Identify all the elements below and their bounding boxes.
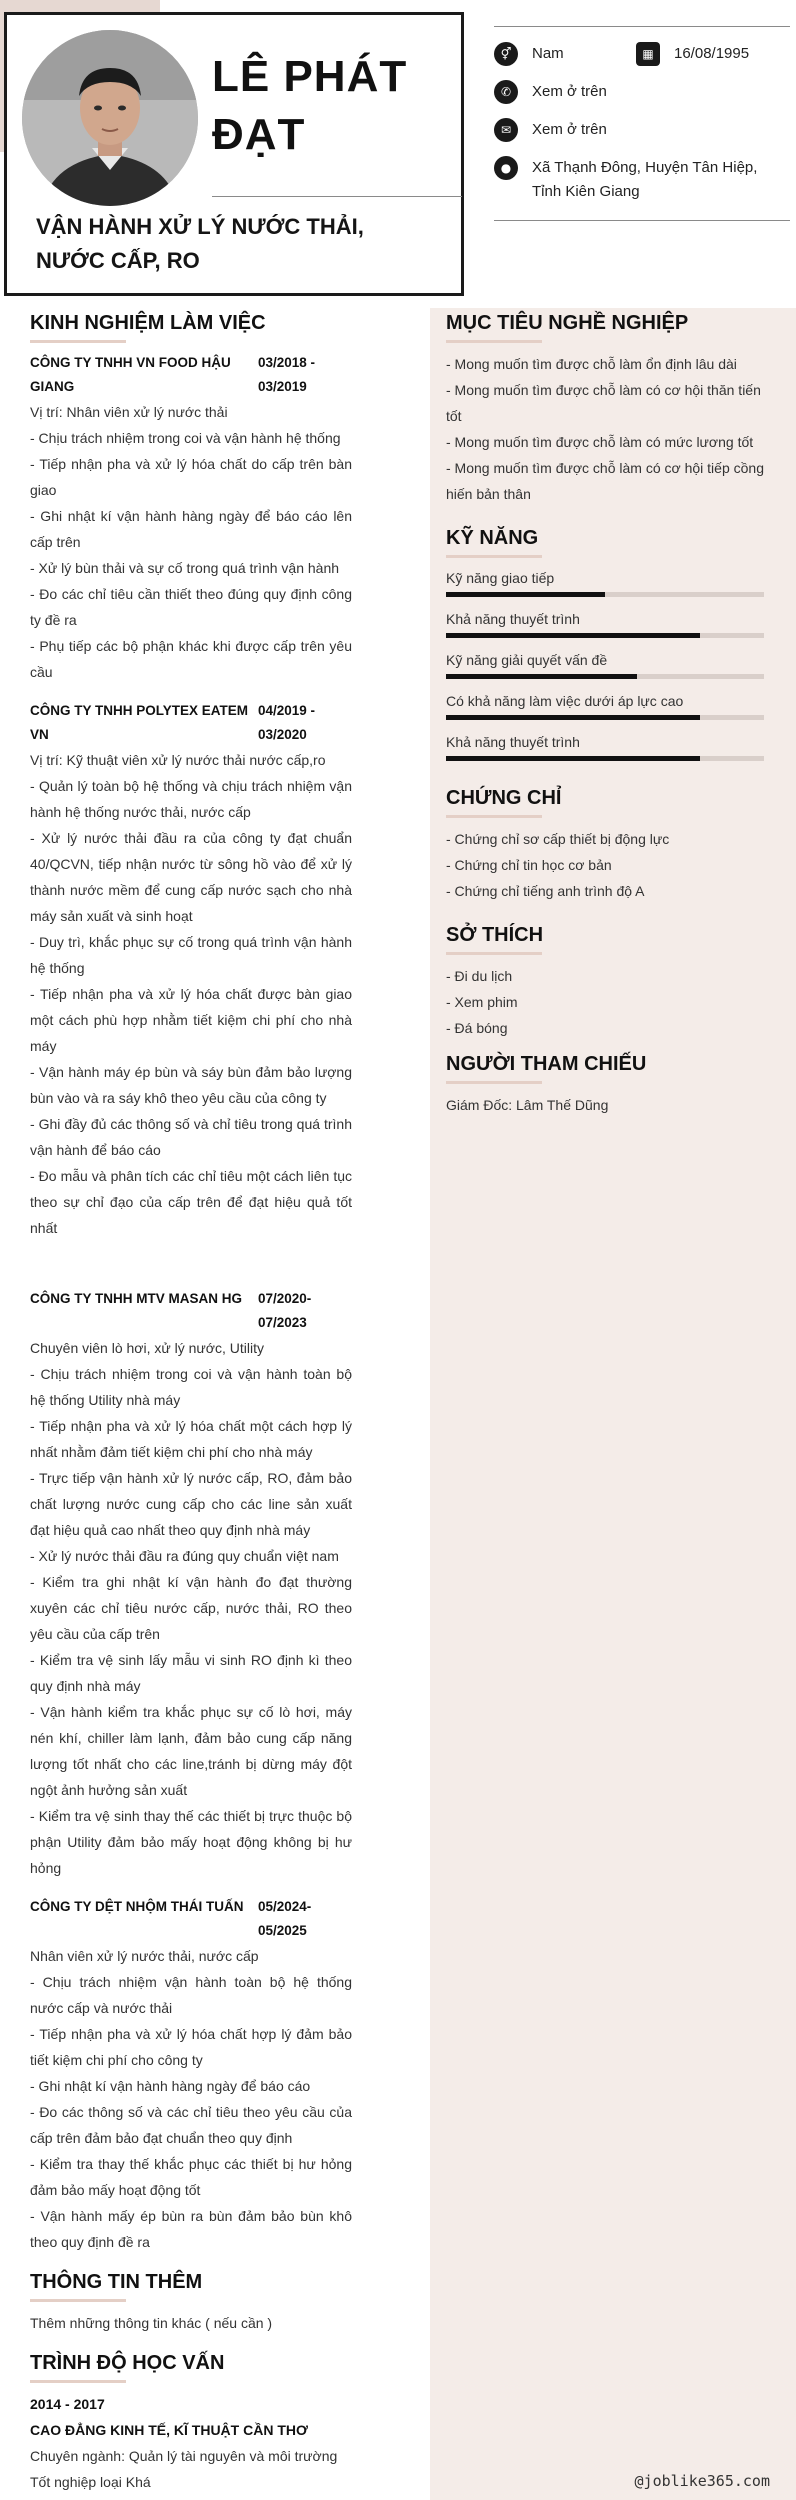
objective-underline [446,340,542,343]
skill-bar-fill [446,592,605,597]
hobby-item: - Xem phim [446,994,518,1010]
education-major: Chuyên ngành: Quản lý tài nguyên và môi trường [30,2448,338,2464]
skill-name: Kỹ năng giải quyết vấn đề [446,652,608,668]
name-divider [212,196,462,197]
extra-info-underline [30,2299,126,2302]
job-line: - Tiếp nhận pha và xử lý hóa chất do cấp trên bàn giao [30,456,352,498]
job-dates: 05/2024- 05/2025 [258,1899,312,1938]
job-title: VẬN HÀNH XỬ LÝ NƯỚC THẢI, NƯỚC CẤP, RO [36,214,364,273]
reference-item: Giám Đốc: Lâm Thế Dũng [446,1097,609,1113]
skill-bar-fill [446,633,700,638]
candidate-name-line2: ĐẠT [212,110,306,159]
candidate-name [212,48,452,164]
contact-email-value: Xem ở trên [532,121,607,138]
job-line: - Ghi nhật kí vận hành hàng ngày để báo cáo [30,2078,311,2094]
objective-line: - Mong muốn tìm được chỗ làm ổn định lâu dài [446,356,737,372]
job-line: - Tiếp nhận pha và xử lý hóa chất được bàn giao một cách phù hợp nhằm tiết kiệm chi phí cho nhà máy [30,986,352,1054]
job-line: - Đo các thông số và các chỉ tiêu theo yêu cầu của cấp trên đảm bảo đạt chuẩn theo quy định [30,2104,352,2146]
job-entry-4 [30,1895,352,2255]
job-line: - Chịu trách nhiệm vận hành toàn bộ hệ thống nước cấp và nước thải [30,1974,352,2016]
certificate-item: - Chứng chỉ tiếng anh trình độ A [446,883,645,899]
contact-email [494,118,607,142]
job-company: CÔNG TY TNHH MTV MASAN HG [30,1291,242,1306]
hobbies-title: SỞ THÍCH [446,924,544,946]
education-grade: Tốt nghiệp loại Khá [30,2474,151,2490]
references-underline [446,1081,542,1084]
phone-icon: ✆ [494,80,518,104]
job-line: Chuyên viên lò hơi, xử lý nước, Utility [30,1340,264,1356]
job-line: - Kiểm tra thay thế khắc phục các thiết bị hư hỏng đảm bảo mấy hoạt động tốt [30,2156,352,2198]
job-line: - Vận hành máy ép bùn và sáy bùn đảm bảo lượng bùn vào và ra sáy khô theo yêu cầu của công ty [30,1064,352,1106]
job-line: - Đo mẫu và phân tích các chỉ tiêu một cách liên tục theo sự chỉ đạo của cấp trên để đạt hiệu quả tốt nhất [30,1168,352,1236]
skill-bar-track [446,592,764,597]
hobby-item: - Đi du lịch [446,968,513,984]
extra-info-text: Thêm những thông tin khác ( nếu cần ) [30,2315,273,2331]
education-school: CAO ĐẲNG KINH TẾ, KĨ THUẬT CẦN THƠ [30,2422,308,2438]
contact-birthday [636,42,749,66]
skill-item [446,689,776,720]
job-entry-2 [30,699,352,1241]
skill-bar-track [446,715,764,720]
contact-bottom-divider [494,220,790,221]
candidate-name-line1: LÊ PHÁT [212,52,408,101]
job-line: Vị trí: Nhân viên xử lý nước thải [30,404,228,420]
avatar [22,30,198,206]
right-column [446,306,776,1118]
job-dates: 07/2020- 07/2023 [258,1291,312,1330]
contact-gender-value: Nam [532,45,564,62]
certificates-underline [446,815,542,818]
education-years: 2014 - 2017 [30,2396,105,2412]
job-company: CÔNG TY TNHH VN FOOD HẬU GIANG [30,355,231,394]
objective-line: - Mong muốn tìm được chỗ làm có cơ hội thăn tiến tốt [446,382,761,424]
skill-bar-fill [446,715,700,720]
job-line: - Xử lý nước thải đầu ra của công ty đạt chuẩn 40/QCVN, tiếp nhận nước từ sông hồ vào để xử lý thành nước mềm để cung cấp nước sạch cho nhà máy sản xuất và sinh hoạt [30,830,352,924]
skills-list [446,566,776,761]
skill-name: Có khả năng làm việc dưới áp lực cao [446,693,684,709]
contact-birthday-value: 16/08/1995 [674,45,750,62]
objective-title: MỤC TIÊU NGHỀ NGHIỆP [446,312,689,334]
footer-brand: @joblike365.com [634,2472,770,2490]
left-column [30,306,352,2495]
job-line: - Vận hành kiểm tra khắc phục sự cố lò hơi, máy nén khí, chiller làm lạnh, đảm bảo cung cấp năng lượng tốt nhất cho các line,tránh bị dừng máy đột ngột ảnh hưởng sản xuất [30,1704,352,1798]
job-line: - Phụ tiếp các bộ phận khác khi được cấp trên yêu cầu [30,638,352,680]
job-line: - Chịu trách nhiệm trong coi và vận hành toàn bộ hệ thống Utility nhà máy [30,1366,352,1408]
job-line: - Vận hành mấy ép bùn ra bùn đảm bảo bùn khô theo quy định đề ra [30,2208,352,2250]
job-line: - Đo các chỉ tiêu cần thiết theo đúng quy định công ty đề ra [30,586,352,628]
email-icon: ✉ [494,118,518,142]
calendar-icon: ▦ [636,42,660,66]
contact-top-divider [494,26,790,27]
skills-underline [446,555,542,558]
references-title: NGƯỜI THAM CHIẾU [446,1053,647,1075]
education-underline [30,2380,126,2383]
certificate-item: - Chứng chỉ sơ cấp thiết bị động lực [446,831,670,847]
skill-item [446,566,776,597]
skill-item [446,730,776,761]
job-line: - Ghi nhật kí vận hành hàng ngày để báo cáo lên cấp trên [30,508,352,550]
objective-line: - Mong muốn tìm được chỗ làm có cơ hội tiếp cồng hiến bản thân [446,460,764,502]
objective-line: - Mong muốn tìm được chỗ làm có mức lương tốt [446,434,754,450]
experience-title: KINH NGHIỆM LÀM VIỆC [30,312,266,334]
job-line: - Ghi đầy đủ các thông số và chỉ tiêu trong quá trình vận hành để báo cáo [30,1116,352,1158]
contact-phone-value: Xem ở trên [532,83,607,100]
education-title: TRÌNH ĐỘ HỌC VẤN [30,2352,225,2374]
job-line: - Tiếp nhận pha và xử lý hóa chất một cách hợp lý nhất nhằm đảm tiết kiệm chi phí cho nhà máy [30,1418,352,1460]
experience-underline [30,340,126,343]
contact-gender [494,42,564,66]
job-line: - Kiểm tra ghi nhật kí vận hành đo đạt thường xuyên các chỉ tiêu nước cấp, nước thải, RO theo yêu cầu của cấp trên [30,1574,352,1642]
skill-bar-fill [446,756,700,761]
skills-title: KỸ NĂNG [446,527,539,549]
certificates-title: CHỨNG CHỈ [446,787,562,809]
skill-name: Kỹ năng giao tiếp [446,570,555,586]
job-line: - Tiếp nhận pha và xử lý hóa chất hợp lý đảm bảo tiết kiệm chi phí cho công ty [30,2026,352,2068]
job-dates: 03/2018 - 03/2019 [258,355,316,394]
job-line: - Xử lý bùn thải và sự cố trong quá trình vận hành [30,560,340,576]
skill-name: Khả năng thuyết trình [446,734,580,750]
job-entry-3 [30,1287,352,1881]
job-entry-1 [30,351,352,685]
job-dates: 04/2019 - 03/2020 [258,703,316,742]
contact-address [494,156,790,204]
location-icon: ● [494,156,518,180]
extra-info-title: THÔNG TIN THÊM [30,2271,203,2293]
contact-phone [494,80,607,104]
skill-item [446,648,776,679]
job-line: - Duy trì, khắc phục sự cố trong quá trình vận hành hệ thống [30,934,352,976]
job-line: - Quản lý toàn bộ hệ thống và chịu trách nhiệm vận hành hệ thống nước thải, nước cấp [30,778,352,820]
job-company: CÔNG TY DỆT NHỘM THÁI TUẤN [30,1899,244,1914]
skill-name: Khả năng thuyết trình [446,611,580,627]
job-line: - Kiểm tra vệ sinh thay thế các thiết bị trực thuộc bộ phận Utility đảm bảo mấy hoạt động không bị hư hỏng [30,1808,352,1876]
skill-bar-track [446,674,764,679]
gender-icon: ⚥ [494,42,518,66]
job-line: Nhân viên xử lý nước thải, nước cấp [30,1948,259,1964]
job-line: - Trực tiếp vận hành xử lý nước cấp, RO, đảm bảo chất lượng nước cung cấp cho các line sản xuất đạt hiệu quả cao nhất theo quy định nhà máy [30,1470,352,1538]
job-line: - Kiểm tra vệ sinh lấy mẫu vi sinh RO định kì theo quy định nhà máy [30,1652,352,1694]
job-company: CÔNG TY TNHH POLYTEX EATEM VN [30,703,249,742]
skill-bar-fill [446,674,637,679]
hobbies-underline [446,952,542,955]
certificate-item: - Chứng chỉ tin học cơ bản [446,857,612,873]
skill-bar-track [446,633,764,638]
job-line: Vị trí: Kỹ thuật viên xử lý nước thải nước cấp,ro [30,752,326,768]
job-line: - Xử lý nước thải đầu ra đúng quy chuẩn việt nam [30,1548,339,1564]
skill-bar-track [446,756,764,761]
contact-address-value: Xã Thạnh Đông, Huyện Tân Hiệp, Tỉnh Kiên Giang [532,159,758,200]
hobby-item: - Đá bóng [446,1020,508,1036]
skill-item [446,607,776,638]
job-line: - Chịu trách nhiệm trong coi và vận hành hệ thống [30,430,341,446]
